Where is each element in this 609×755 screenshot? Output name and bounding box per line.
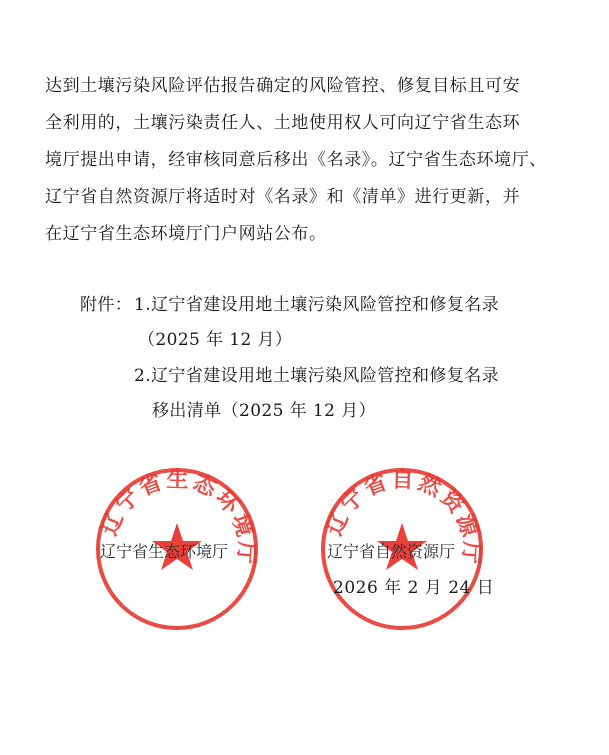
attachment-item-2-continued: 移出清单（2025 年 12 月） — [152, 401, 376, 421]
attachment-item-1-date: （2025 年 12 月） — [138, 330, 293, 350]
signer-right: 辽宁省自然资源厅 — [327, 542, 456, 561]
seal-right-text: 辽宁省自然资源厅 — [322, 467, 484, 568]
attachment-item-2: 2.辽宁省建设用地土壤污染风险管控和修复名录 — [134, 366, 500, 386]
attachments-lead: 附件： — [80, 295, 133, 315]
seal-left-text: 辽宁省生态环境厅 — [97, 467, 259, 568]
body-line: 全利用的，土壤污染责任人、土地使用权人可向辽宁省生态环 — [45, 113, 521, 133]
body-line: 辽宁省自然资源厅将适时对《名录》和《清单》进行更新，并 — [45, 187, 521, 207]
body-line: 在辽宁省生态环境厅门户网站公布。 — [45, 224, 327, 244]
body-line: 达到土壤污染风险评估报告确定的风险管控、修复目标且可安 — [45, 76, 521, 96]
document-date: 2026 年 2 月 24 日 — [333, 578, 495, 598]
body-line: 境厅提出申请，经审核同意后移出《名录》。辽宁省生态环境厅、 — [45, 150, 547, 170]
attachment-item-1: 1.辽宁省建设用地土壤污染风险管控和修复名录 — [134, 295, 500, 315]
signer-left: 辽宁省生态环境厅 — [100, 542, 229, 561]
